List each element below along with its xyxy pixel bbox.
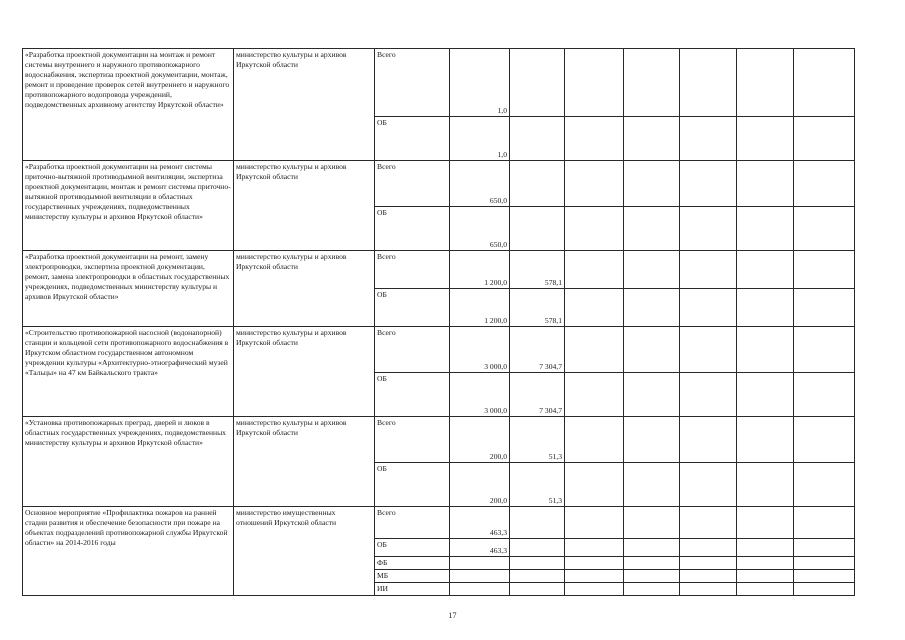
activity-description: «Разработка проектной документации на ремонт, замену электропроводки, экспертиза проектной документации, ремонт, замена электропроводки в областных государственных учреждениях, подведомственных министерству культуры и архивов Иркутской области»: [23, 251, 234, 327]
funding-source-label: ОБ: [375, 539, 450, 557]
empty-cell: [737, 117, 794, 161]
value-cell: 1 200,0: [450, 251, 510, 289]
value-cell: [510, 49, 565, 117]
value-cell: 3 000,0: [450, 373, 510, 417]
table-row: [23, 251, 855, 289]
value-cell: [510, 161, 565, 207]
empty-cell: [737, 463, 794, 507]
empty-cell: [624, 583, 680, 596]
empty-cell: [565, 289, 624, 327]
value-cell: 1 200,0: [450, 289, 510, 327]
funding-source-label: ОБ: [375, 289, 450, 327]
empty-cell: [624, 570, 680, 583]
value-cell: [510, 507, 565, 539]
empty-cell: [624, 251, 680, 289]
empty-cell: [680, 373, 737, 417]
value-cell: [510, 207, 565, 251]
funding-source-label: ОБ: [375, 463, 450, 507]
value-cell: 51,3: [510, 463, 565, 507]
empty-cell: [680, 463, 737, 507]
empty-cell: [565, 539, 624, 557]
value-cell: 578,1: [510, 289, 565, 327]
empty-cell: [794, 539, 855, 557]
table-row: [23, 417, 855, 463]
empty-cell: [680, 557, 737, 570]
empty-cell: [565, 207, 624, 251]
empty-cell: [680, 251, 737, 289]
empty-cell: [737, 539, 794, 557]
value-cell: [510, 583, 565, 596]
empty-cell: [624, 161, 680, 207]
funding-source-label: Всего: [375, 507, 450, 539]
value-cell: 51,3: [510, 417, 565, 463]
value-cell: 200,0: [450, 463, 510, 507]
empty-cell: [737, 161, 794, 207]
value-cell: 1,0: [450, 49, 510, 117]
value-cell: 650,0: [450, 161, 510, 207]
empty-cell: [680, 583, 737, 596]
empty-cell: [624, 539, 680, 557]
value-cell: 3 000,0: [450, 327, 510, 373]
empty-cell: [737, 251, 794, 289]
empty-cell: [794, 570, 855, 583]
executor-cell: министерство культуры и архивов Иркутской области: [234, 251, 375, 327]
page-number: 17: [448, 611, 457, 620]
table-row: [23, 327, 855, 373]
empty-cell: [624, 327, 680, 373]
empty-cell: [737, 557, 794, 570]
empty-cell: [565, 557, 624, 570]
funding-source-label: МБ: [375, 570, 450, 583]
value-cell: [450, 557, 510, 570]
activity-description: Основное мероприятие «Профилактика пожаров на ранней стадии развития и обеспечение безопасности при пожаре на объектах подразделений противопожарной службы Иркутской области» на 2014-2016 годы: [23, 507, 234, 596]
empty-cell: [624, 463, 680, 507]
value-cell: 7 304,7: [510, 327, 565, 373]
empty-cell: [737, 507, 794, 539]
funding-source-label: ОБ: [375, 117, 450, 161]
executor-cell: министерство культуры и архивов Иркутской области: [234, 327, 375, 417]
empty-cell: [794, 207, 855, 251]
empty-cell: [794, 417, 855, 463]
empty-cell: [680, 207, 737, 251]
empty-cell: [565, 507, 624, 539]
empty-cell: [794, 583, 855, 596]
empty-cell: [565, 583, 624, 596]
empty-cell: [794, 373, 855, 417]
empty-cell: [565, 463, 624, 507]
executor-cell: министерство культуры и архивов Иркутской области: [234, 161, 375, 251]
empty-cell: [737, 49, 794, 117]
empty-cell: [624, 289, 680, 327]
empty-cell: [565, 161, 624, 207]
empty-cell: [737, 289, 794, 327]
empty-cell: [565, 417, 624, 463]
value-cell: 200,0: [450, 417, 510, 463]
value-cell: 650,0: [450, 207, 510, 251]
activity-description: «Разработка проектной документации на монтаж и ремонт системы внутреннего и наружного противопожарного водоснабжения, экспертиза проектной документации, монтаж, ремонт и проведение проверок сетей внутреннего и наружного противопожарного водопровода учреждений, подведомственных архивному агентству Иркутской области»: [23, 49, 234, 161]
empty-cell: [624, 557, 680, 570]
funding-source-label: Всего: [375, 161, 450, 207]
table-row: [23, 161, 855, 207]
value-cell: [510, 557, 565, 570]
value-cell: 463,3: [450, 507, 510, 539]
empty-cell: [737, 583, 794, 596]
empty-cell: [737, 373, 794, 417]
funding-source-label: ФБ: [375, 557, 450, 570]
empty-cell: [565, 373, 624, 417]
table-row: [23, 49, 855, 117]
funding-source-label: Всего: [375, 327, 450, 373]
empty-cell: [680, 417, 737, 463]
funding-source-label: Всего: [375, 417, 450, 463]
empty-cell: [624, 417, 680, 463]
empty-cell: [624, 207, 680, 251]
empty-cell: [624, 507, 680, 539]
empty-cell: [680, 289, 737, 327]
value-cell: [510, 570, 565, 583]
value-cell: [510, 117, 565, 161]
empty-cell: [794, 327, 855, 373]
value-cell: 578,1: [510, 251, 565, 289]
empty-cell: [680, 327, 737, 373]
value-cell: [450, 570, 510, 583]
empty-cell: [794, 161, 855, 207]
empty-cell: [565, 327, 624, 373]
activity-description: «Установка противопожарных преград, дверей и люков в областных государственных учреждениях, подведомственных министерству культуры и архивов Иркутской области»: [23, 417, 234, 507]
empty-cell: [624, 49, 680, 117]
funding-source-label: ОБ: [375, 373, 450, 417]
value-cell: 7 304,7: [510, 373, 565, 417]
empty-cell: [680, 539, 737, 557]
funding-source-label: Всего: [375, 49, 450, 117]
empty-cell: [794, 557, 855, 570]
empty-cell: [737, 417, 794, 463]
empty-cell: [794, 289, 855, 327]
empty-cell: [624, 117, 680, 161]
executor-cell: министерство имущественных отношений Иркутской области: [234, 507, 375, 596]
empty-cell: [794, 507, 855, 539]
empty-cell: [565, 570, 624, 583]
table-body: [23, 49, 855, 596]
empty-cell: [565, 117, 624, 161]
table-row: [23, 507, 855, 539]
empty-cell: [565, 49, 624, 117]
empty-cell: [794, 463, 855, 507]
empty-cell: [680, 117, 737, 161]
empty-cell: [624, 373, 680, 417]
value-cell: [450, 583, 510, 596]
activity-description: «Разработка проектной документации на ремонт системы приточно-вытяжной противодымной вентиляции, экспертиза проектной документации, монтаж и ремонт системы приточно-вытяжной противодымной вентиляции в областных государственных учреждениях, подведомственных министерству культуры и архивов Иркутской области»: [23, 161, 234, 251]
funding-source-label: ОБ: [375, 207, 450, 251]
empty-cell: [794, 117, 855, 161]
executor-cell: министерство культуры и архивов Иркутской области: [234, 49, 375, 161]
empty-cell: [680, 161, 737, 207]
budget-table: [22, 48, 855, 596]
funding-source-label: Всего: [375, 251, 450, 289]
value-cell: [510, 539, 565, 557]
empty-cell: [737, 327, 794, 373]
empty-cell: [794, 251, 855, 289]
empty-cell: [737, 570, 794, 583]
funding-source-label: ИИ: [375, 583, 450, 596]
activity-description: «Строительство противопожарной насосной (водонапорной) станции и кольцевой сети противопожарного водоснабжения в Иркутском областном государственном автономном учреждении культуры «Архитектурно-этнографический музей «Тальцы» на 47 км Байкальского тракта»: [23, 327, 234, 417]
value-cell: 1,0: [450, 117, 510, 161]
value-cell: 463,3: [450, 539, 510, 557]
empty-cell: [737, 207, 794, 251]
empty-cell: [680, 507, 737, 539]
executor-cell: министерство культуры и архивов Иркутской области: [234, 417, 375, 507]
empty-cell: [565, 251, 624, 289]
empty-cell: [680, 570, 737, 583]
empty-cell: [794, 49, 855, 117]
empty-cell: [680, 49, 737, 117]
